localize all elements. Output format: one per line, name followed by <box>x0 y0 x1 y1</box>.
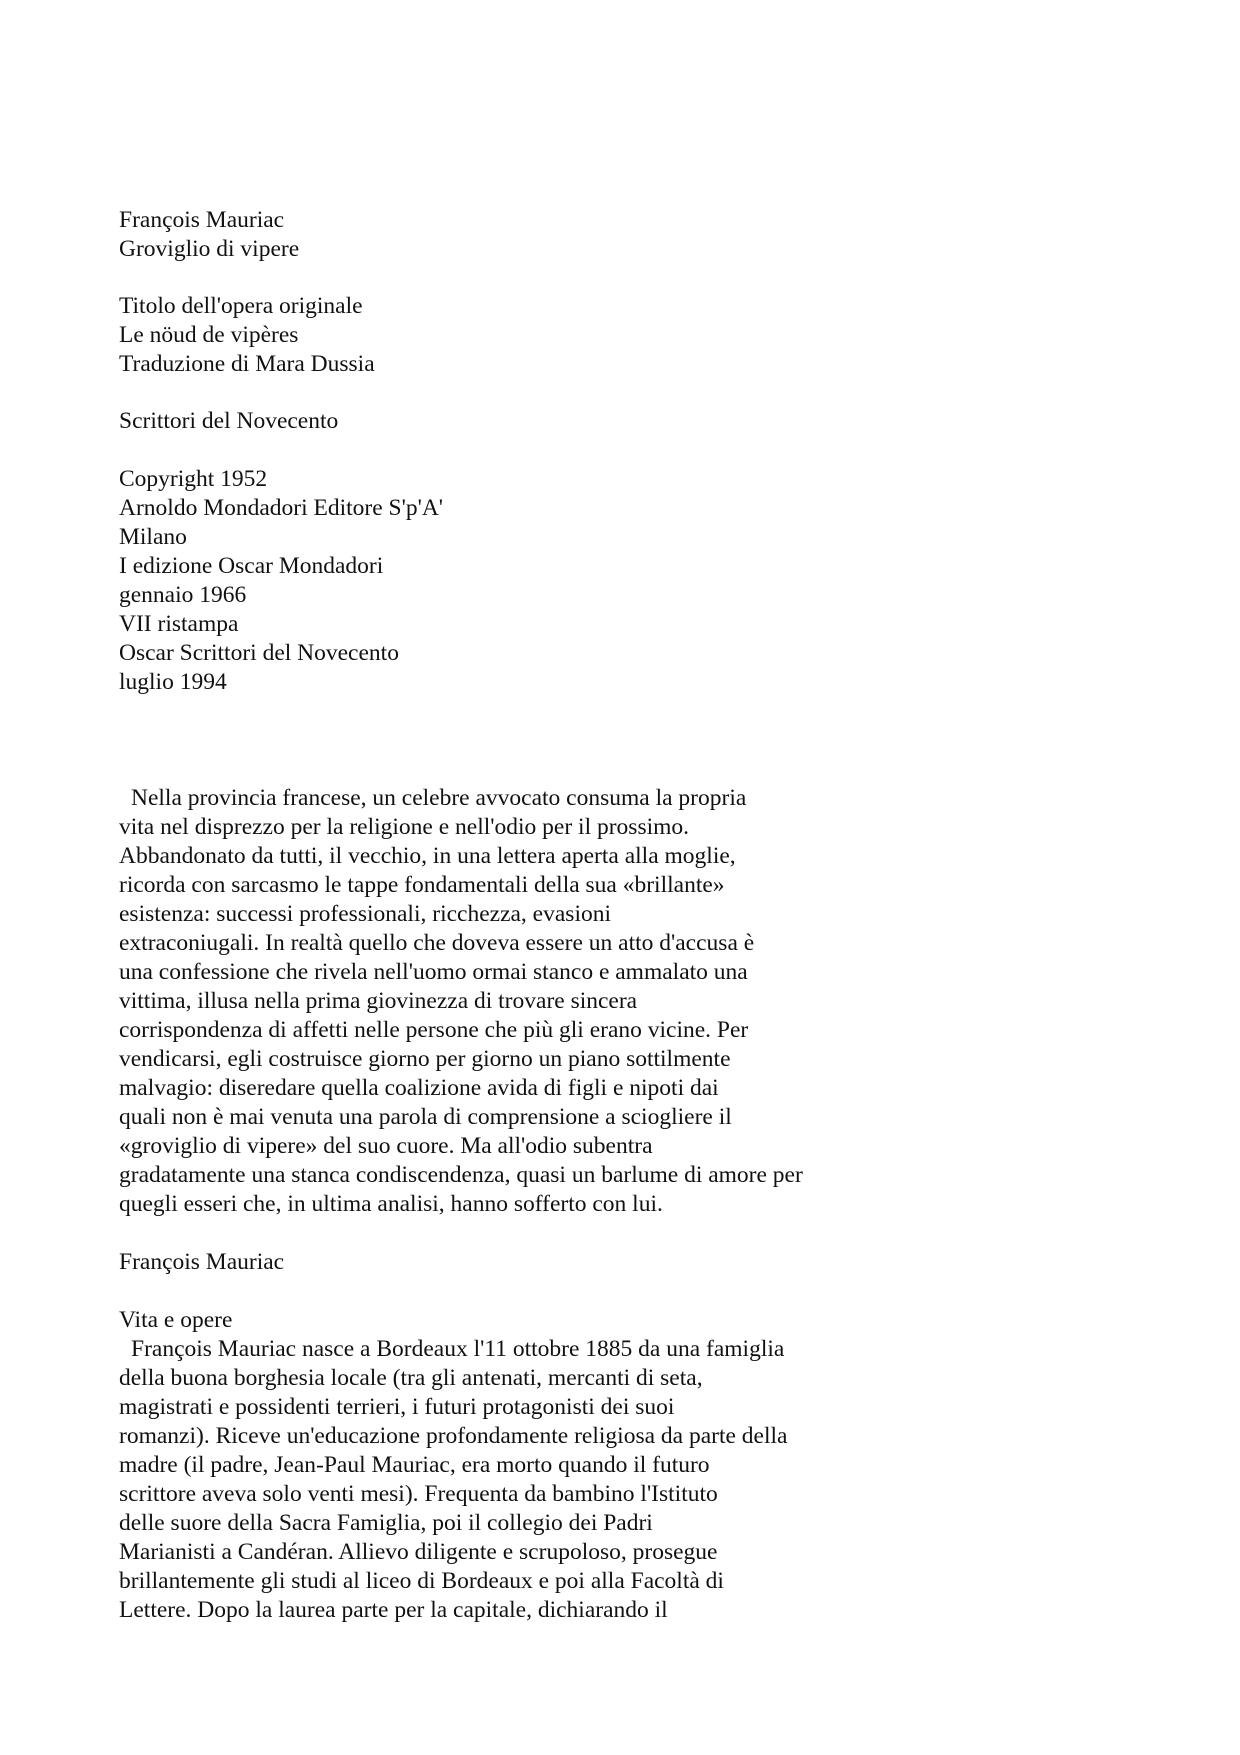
synopsis-line: vittima, illusa nella prima giovinezza di trovare sincera <box>119 988 638 1014</box>
synopsis-line: Abbandonato da tutti, il vecchio, in una lettera aperta alla moglie, <box>119 843 736 869</box>
bio-line: madre (il padre, Jean-Paul Mauriac, era morto quando il futuro <box>119 1452 710 1478</box>
original-title: Le nöud de vipères <box>119 322 299 348</box>
bio-line: Marianisti a Candéran. Allievo diligente e scrupoloso, prosegue <box>119 1539 718 1565</box>
bio-author-heading: François Mauriac <box>119 1249 285 1275</box>
synopsis-line: malvagio: diseredare quella coalizione avida di figli e nipoti dai <box>119 1075 719 1101</box>
bio-section-heading: Vita e opere <box>119 1307 233 1333</box>
translator-credit: Traduzione di Mara Dussia <box>119 351 375 377</box>
synopsis-line: Nella provincia francese, un celebre avvocato consuma la propria <box>131 785 747 811</box>
synopsis-line: ricorda con sarcasmo le tappe fondamentali della sua «brillante» <box>119 872 725 898</box>
bio-line: romanzi). Riceve un'educazione profondamente religiosa da parte della <box>119 1423 788 1449</box>
synopsis-line: quali non è mai venuta una parola di comprensione a sciogliere il <box>119 1104 732 1130</box>
original-title-label: Titolo dell'opera originale <box>119 293 363 319</box>
copyright-line: Oscar Scrittori del Novecento <box>119 640 399 666</box>
synopsis-line: quegli esseri che, in ultima analisi, hanno sofferto con lui. <box>119 1191 663 1217</box>
synopsis-line: «groviglio di vipere» del suo cuore. Ma all'odio subentra <box>119 1133 653 1159</box>
synopsis-line: vita nel disprezzo per la religione e nell'odio per il prossimo. <box>119 814 690 840</box>
synopsis-line: esistenza: successi professionali, ricchezza, evasioni <box>119 901 611 927</box>
bio-line: delle suore della Sacra Famiglia, poi il collegio dei Padri <box>119 1510 653 1536</box>
copyright-line: VII ristampa <box>119 611 239 637</box>
bio-line: Lettere. Dopo la laurea parte per la capitale, dichiarando il <box>119 1597 668 1623</box>
bio-line: scrittore aveva solo venti mesi). Frequenta da bambino l'Istituto <box>119 1481 718 1507</box>
book-title: Groviglio di vipere <box>119 236 300 262</box>
copyright-line: luglio 1994 <box>119 669 227 695</box>
copyright-line: Arnoldo Mondadori Editore S'p'A' <box>119 495 444 521</box>
bio-line: François Mauriac nasce a Bordeaux l'11 ottobre 1885 da una famiglia <box>131 1336 785 1362</box>
bio-line: brillantemente gli studi al liceo di Bordeaux e poi alla Facoltà di <box>119 1568 724 1594</box>
copyright-line: Copyright 1952 <box>119 466 268 492</box>
synopsis-line: vendicarsi, egli costruisce giorno per giorno un piano sottilmente <box>119 1046 731 1072</box>
copyright-line: gennaio 1966 <box>119 582 247 608</box>
synopsis-line: una confessione che rivela nell'uomo ormai stanco e ammalato una <box>119 959 748 985</box>
author-name: François Mauriac <box>119 207 285 233</box>
bio-line: della buona borghesia locale (tra gli antenati, mercanti di seta, <box>119 1365 703 1391</box>
synopsis-line: gradatamente una stanca condiscendenza, quasi un barlume di amore per <box>119 1162 803 1188</box>
synopsis-line: corrispondenza di affetti nelle persone che più gli erano vicine. Per <box>119 1017 749 1043</box>
copyright-line: I edizione Oscar Mondadori <box>119 553 384 579</box>
series-name: Scrittori del Novecento <box>119 408 339 434</box>
copyright-line: Milano <box>119 524 187 550</box>
synopsis-line: extraconiugali. In realtà quello che doveva essere un atto d'accusa è <box>119 930 755 956</box>
bio-line: magistrati e possidenti terrieri, i futuri protagonisti dei suoi <box>119 1394 675 1420</box>
